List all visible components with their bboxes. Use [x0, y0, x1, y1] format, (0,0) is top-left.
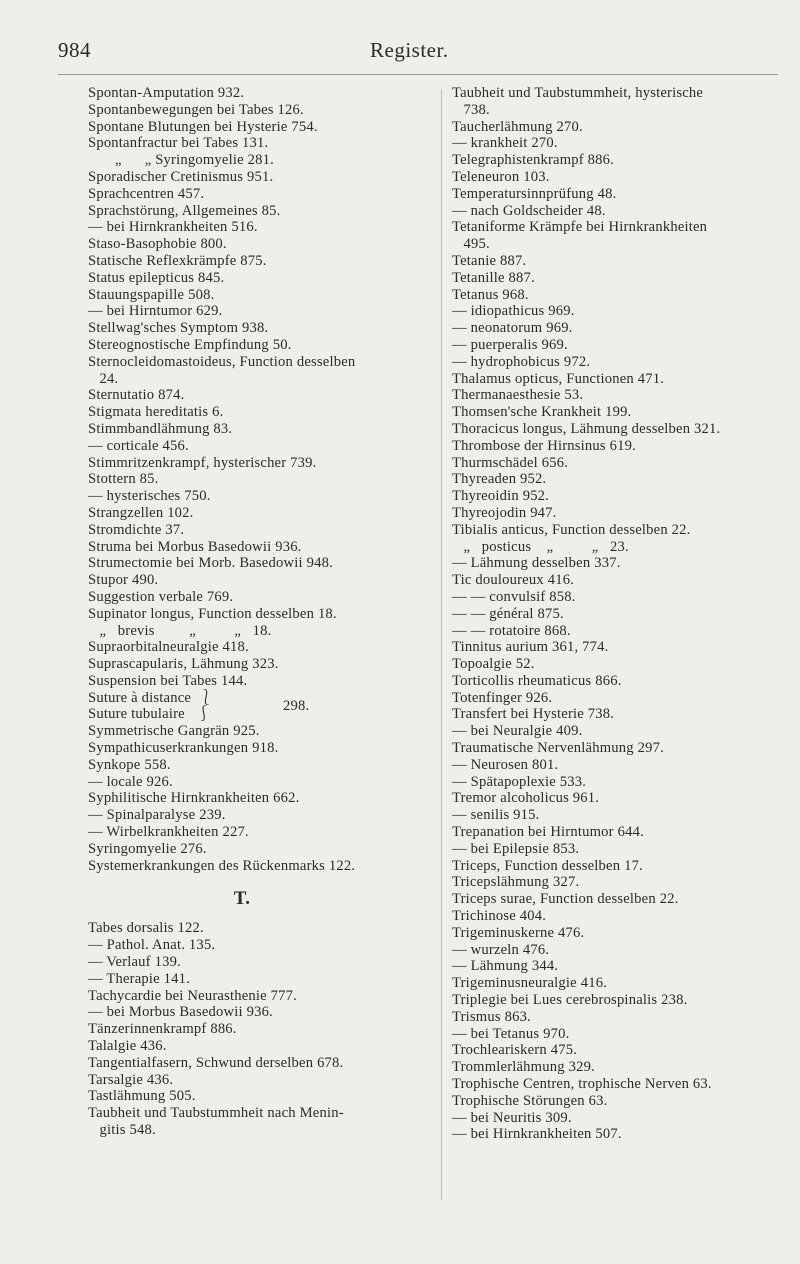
- index-entry: Suspension bei Tabes 144.: [88, 672, 248, 689]
- index-entry: — neonatorum 969.: [452, 320, 573, 337]
- index-entry: Thalamus opticus, Functionen 471.: [452, 370, 665, 387]
- index-entry: Thyreoidin 952.: [452, 488, 550, 505]
- index-entry: Trichinose 404.: [452, 908, 547, 925]
- index-entry: Thurmschädel 656.: [452, 454, 569, 471]
- index-entry: Sternocleidomastoideus, Function desselben: [88, 353, 356, 370]
- index-entry: Thomsen'sche Krankheit 199.: [452, 404, 632, 421]
- index-entry: — nach Goldscheider 48.: [452, 202, 606, 219]
- index-entry: — bei Hirntumor 629.: [88, 303, 223, 320]
- index-entry: Totenfinger 926.: [452, 689, 553, 706]
- index-entry: Trigeminusneuralgie 416.: [452, 975, 608, 992]
- index-entry: gitis 548.: [88, 1122, 156, 1139]
- index-entry: Trommlerlähmung 329.: [452, 1059, 595, 1076]
- index-entry: Tastlähmung 505.: [88, 1088, 196, 1105]
- left-column: [88, 85, 436, 1139]
- index-entry: Suture tubulaire ⎰: [88, 706, 212, 723]
- index-entry: Trophische Störungen 63.: [452, 1092, 608, 1109]
- index-entry: Taucherlähmung 270.: [452, 118, 583, 135]
- index-entry: Trismus 863.: [452, 1008, 531, 1025]
- left-entries-bottom: [88, 920, 436, 1138]
- index-entry: Syphilitische Hirnkrankheiten 662.: [88, 790, 300, 807]
- index-entry: Temperatursinnprüfung 48.: [452, 185, 617, 202]
- index-entry: — wurzeln 476.: [452, 941, 550, 958]
- index-entry: 24.: [88, 370, 119, 387]
- index-entry: Talalgie 436.: [88, 1038, 167, 1055]
- index-entry: Stupor 490.: [88, 572, 159, 589]
- right-entries: [452, 85, 787, 1143]
- page-number: 984: [58, 38, 91, 62]
- index-entry: — Lähmung 344.: [452, 958, 559, 975]
- index-entry: „ „ Syringomyelie 281.: [88, 152, 274, 169]
- index-entry: — Spätapoplexie 533.: [452, 773, 587, 790]
- index-entry: — hydrophobicus 972.: [452, 353, 591, 370]
- index-entry: Tic douloureux 416.: [452, 572, 575, 589]
- index-entry: Tangentialfasern, Schwund derselben 678.: [88, 1054, 344, 1071]
- index-entry: Symmetrische Gangrän 925.: [88, 723, 260, 740]
- index-entry: Tänzerinnenkrampf 886.: [88, 1021, 237, 1038]
- index-entry: — senilis 915.: [452, 807, 540, 824]
- index-entry: Spontanbewegungen bei Tabes 126.: [88, 101, 304, 118]
- index-entry: Sympathicuserkrankungen 918.: [88, 740, 279, 757]
- index-entry: Tarsalgie 436.: [88, 1071, 174, 1088]
- index-entry: Tricepslähmung 327.: [452, 874, 580, 891]
- index-entry: Stereognostische Empfindung 50.: [88, 336, 292, 353]
- index-entry: Tetanie 887.: [452, 252, 527, 269]
- index-entry: Stigmata hereditatis 6.: [88, 404, 224, 421]
- index-entry: Tetaniforme Krämpfe bei Hirnkrankheiten: [452, 219, 708, 236]
- index-entry: — Wirbelkrankheiten 227.: [88, 824, 249, 841]
- index-entry: Taubheit und Taubstummheit nach Menin-: [88, 1105, 344, 1122]
- index-entry: Topoalgie 52.: [452, 656, 535, 673]
- column-divider: [441, 90, 442, 1200]
- index-entry: Suggestion verbale 769.: [88, 588, 234, 605]
- index-entry: Suture à distance ⎱: [88, 689, 214, 706]
- index-entry: Trophische Centren, trophische Nerven 63.: [452, 1076, 712, 1093]
- index-entry: Teleneuron 103.: [452, 168, 550, 185]
- index-entry: — Spinalparalyse 239.: [88, 807, 226, 824]
- index-entry: — locale 926.: [88, 773, 173, 790]
- index-entry: Spontane Blutungen bei Hysterie 754.: [88, 118, 318, 135]
- index-entry: Tetanille 887.: [452, 269, 535, 286]
- index-entry: Synkope 558.: [88, 756, 171, 773]
- index-entry: Tinnitus aurium 361, 774.: [452, 639, 609, 656]
- index-entry: Stimmritzenkrampf, hysterischer 739.: [88, 454, 317, 471]
- index-entry: — — rotatoire 868.: [452, 622, 571, 639]
- index-entry: Status epilepticus 845.: [88, 269, 225, 286]
- index-entry: — bei Neuritis 309.: [452, 1109, 572, 1126]
- index-entry: Struma bei Morbus Basedowii 936.: [88, 538, 302, 555]
- index-entry: Tachycardie bei Neurasthenie 777.: [88, 987, 297, 1004]
- index-entry: Transfert bei Hysterie 738.: [452, 706, 615, 723]
- left-entries-mid: [88, 723, 436, 874]
- index-entry: Thoracicus longus, Lähmung desselben 321.: [452, 420, 721, 437]
- index-entry: Strumectomie bei Morb. Basedowii 948.: [88, 555, 333, 572]
- index-entry: Syringomyelie 276.: [88, 840, 207, 857]
- brace-page-number: 298.: [283, 697, 310, 714]
- index-entry: Tremor alcoholicus 961.: [452, 790, 600, 807]
- index-entry: Tetanus 968.: [452, 286, 529, 303]
- index-entry: Sprachstörung, Allgemeines 85.: [88, 202, 281, 219]
- index-entry: Systemerkrankungen des Rückenmarks 122.: [88, 857, 356, 874]
- index-entry: Supraorbitalneuralgie 418.: [88, 639, 249, 656]
- index-entry: — Neurosen 801.: [452, 756, 559, 773]
- index-entry: Stottern 85.: [88, 471, 159, 488]
- index-entry: Taubheit und Taubstummheit, hysterische: [452, 85, 704, 101]
- index-entry: Triceps surae, Function desselben 22.: [452, 891, 679, 908]
- index-entry: Staso-Basophobie 800.: [88, 236, 227, 253]
- index-entry: — bei Tetanus 970.: [452, 1025, 570, 1042]
- index-entry: Sternutatio 874.: [88, 387, 185, 404]
- index-entry: Triplegie bei Lues cerebrospinalis 238.: [452, 992, 688, 1009]
- brace-group: [88, 690, 436, 724]
- index-entry: Traumatische Nervenlähmung 297.: [452, 740, 664, 757]
- index-entry: — idiopathicus 969.: [452, 303, 575, 320]
- index-entry: Trepanation bei Hirntumor 644.: [452, 824, 644, 841]
- index-entry: Tibialis anticus, Function desselben 22.: [452, 521, 691, 538]
- index-entry: „ posticus „ „ 23.: [452, 538, 629, 555]
- index-entry: — Lähmung desselben 337.: [452, 555, 621, 572]
- index-entry: — Therapie 141.: [88, 970, 191, 987]
- index-entry: Thyreojodin 947.: [452, 504, 557, 521]
- running-title: Register.: [370, 38, 449, 62]
- index-entry: Tabes dorsalis 122.: [88, 920, 204, 937]
- index-entry: — — convulsif 858.: [452, 588, 576, 605]
- index-entry: Thyreaden 952.: [452, 471, 547, 488]
- index-entry: — Verlauf 139.: [88, 954, 181, 971]
- index-entry: Telegraphistenkrampf 886.: [452, 152, 615, 169]
- index-entry: Triceps, Function desselben 17.: [452, 857, 643, 874]
- index-entry: Trochleariskern 475.: [452, 1042, 578, 1059]
- index-entry: Stromdichte 37.: [88, 521, 185, 538]
- index-entry: — bei Hirnkrankheiten 507.: [452, 1126, 622, 1143]
- index-entry: — bei Hirnkrankheiten 516.: [88, 219, 258, 236]
- index-entry: Thrombose der Hirnsinus 619.: [452, 437, 636, 454]
- index-entry: Statische Reflexkrämpfe 875.: [88, 252, 267, 269]
- header-rule: [58, 74, 778, 75]
- section-letter: T.: [233, 888, 251, 910]
- left-entries-top: [88, 85, 436, 690]
- index-entry: — — général 875.: [452, 605, 564, 622]
- index-entry: — bei Neuralgie 409.: [452, 723, 583, 740]
- index-entry: Supinator longus, Function desselben 18.: [88, 605, 337, 622]
- index-entry: Suprascapularis, Lähmung 323.: [88, 656, 279, 673]
- index-entry: — Pathol. Anat. 135.: [88, 937, 216, 954]
- index-entry: Trigeminuskerne 476.: [452, 924, 585, 941]
- right-column: [452, 85, 787, 1143]
- index-entry: Spontanfractur bei Tabes 131.: [88, 135, 269, 152]
- index-entry: — bei Morbus Basedowii 936.: [88, 1004, 273, 1021]
- index-entry: — hysterisches 750.: [88, 488, 211, 505]
- index-entry: Sporadischer Cretinismus 951.: [88, 168, 274, 185]
- index-entry: Strangzellen 102.: [88, 504, 194, 521]
- index-entry: Stauungspapille 508.: [88, 286, 215, 303]
- index-entry: — bei Epilepsie 853.: [452, 840, 580, 857]
- index-entry: Spontan-Amputation 932.: [88, 85, 245, 101]
- index-entry: 738.: [452, 101, 490, 118]
- index-entry: Torticollis rheumaticus 866.: [452, 672, 622, 689]
- index-entry: 495.: [452, 236, 490, 253]
- index-entry: — corticale 456.: [88, 437, 189, 454]
- index-entry: Stimmbandlähmung 83.: [88, 420, 233, 437]
- index-entry: Thermanaesthesie 53.: [452, 387, 584, 404]
- index-entry: — puerperalis 969.: [452, 336, 568, 353]
- index-entry: Sprachcentren 457.: [88, 185, 205, 202]
- index-entry: — krankheit 270.: [452, 135, 558, 152]
- index-entry: „ brevis „ „ 18.: [88, 622, 272, 639]
- index-entry: Stellwag'sches Symptom 938.: [88, 320, 269, 337]
